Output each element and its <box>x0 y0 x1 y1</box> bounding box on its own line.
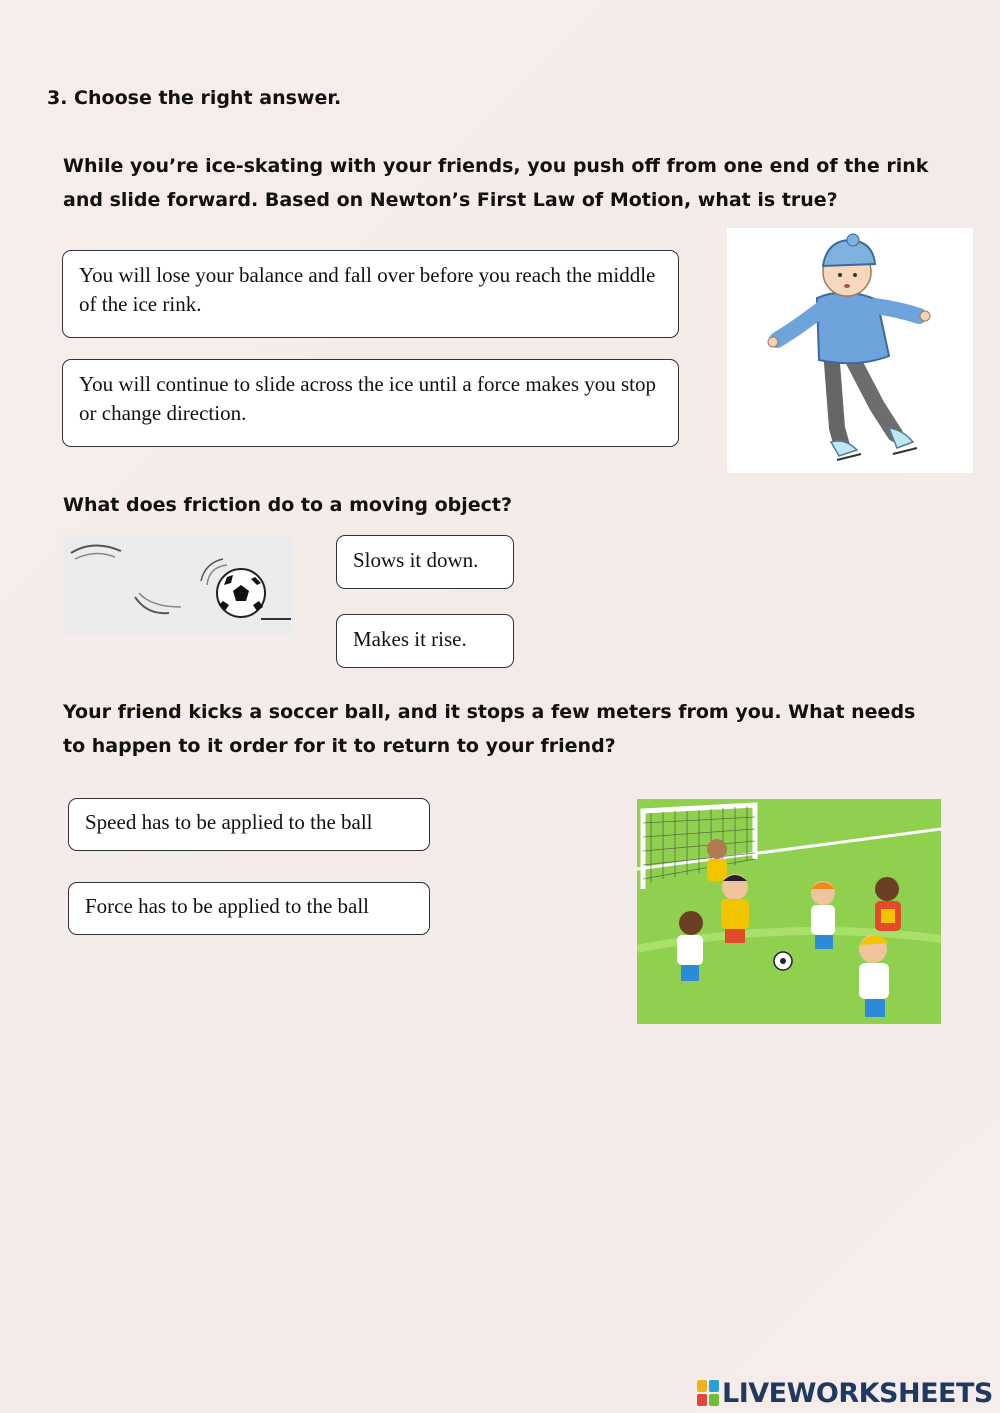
q3-option-b[interactable]: Force has to be applied to the ball <box>68 882 430 935</box>
question-2-text: What does friction do to a moving object? <box>63 494 513 516</box>
rolling-soccer-ball-illustration <box>63 535 293 635</box>
logo-text: LIVEWORKSHEETS <box>722 1377 993 1409</box>
q1-option-b[interactable]: You will continue to slide across the ice until a force makes you stop or change direction. <box>62 359 679 447</box>
question-1-text: While you’re ice-skating with your friends, you push off from one end of the rink and slide forward. Based on Newton’s First Law of Motion, what is true? <box>63 155 929 211</box>
ice-skater-illustration <box>727 228 973 473</box>
q1-option-a[interactable]: You will lose your balance and fall over before you reach the middle of the ice rink. <box>62 250 679 338</box>
kids-playing-soccer-illustration <box>637 799 941 1024</box>
question-3-text: Your friend kicks a soccer ball, and it stops a few meters from you. What needs to happen to it order for it to return to your friend? <box>63 701 916 757</box>
liveworksheets-logo-icon <box>697 1380 719 1406</box>
q2-option-a[interactable]: Slows it down. <box>336 535 514 589</box>
q2-option-b[interactable]: Makes it rise. <box>336 614 514 668</box>
section-heading: 3. Choose the right answer. <box>47 87 342 109</box>
q3-option-a[interactable]: Speed has to be applied to the ball <box>68 798 430 851</box>
liveworksheets-logo <box>697 1376 993 1410</box>
